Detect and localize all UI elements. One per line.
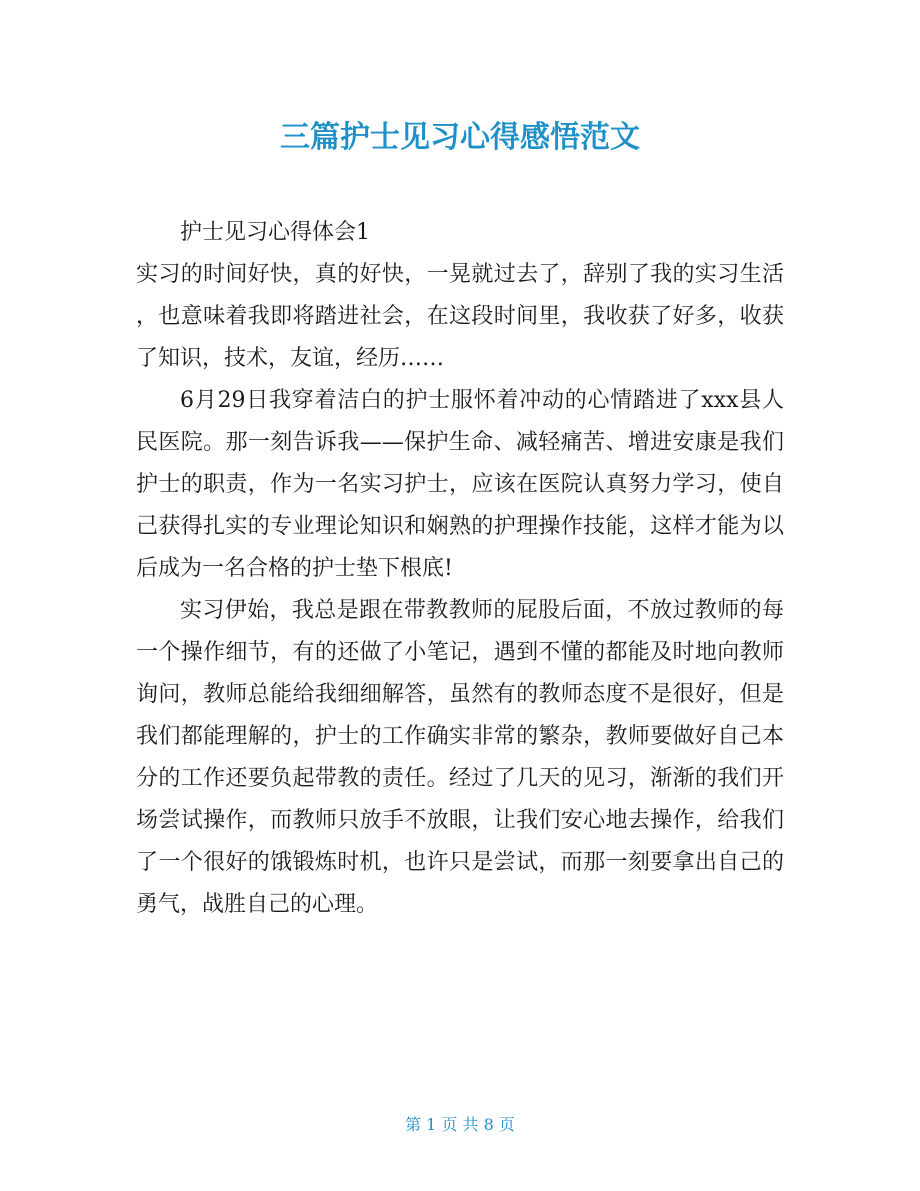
paragraph-1: 实习的时间好快，真的好快，一晃就过去了，辞别了我的实习生活，也意味着我即将踏进社会，在这段时间里，我收获了好多，收获了知识，技术，友谊，经历……	[136, 262, 784, 371]
page-footer: 第 1 页 共 8 页	[405, 1115, 515, 1134]
document-body	[136, 212, 784, 926]
paragraph-3: 实习伊始，我总是跟在带教教师的屁股后面，不放过教师的每一个操作细节，有的还做了小笔记，遇到不懂的都能及时地向教师询问，教师总能给我细细解答，虽然有的教师态度不是很好，但是我们都能理解的，护士的工作确实非常的繁杂，教师要做好自己本分的工作还要负起带教的责任。经过了几天的见习，渐渐的我们开场尝试操作，而教师只放手不放眼，让我们安心地去操作，给我们了一个很好的饿锻炼时机，也许只是尝试，而那一刻要拿出自己的勇气，战胜自己的心理。	[136, 598, 784, 917]
document-title: 三篇护士见习心得感悟范文	[280, 120, 640, 155]
section-heading: 护士见习心得体会1	[180, 220, 370, 245]
paragraph-2: 6月29日我穿着洁白的护士服怀着冲动的心情踏进了xxx县人民医院。那一刻告诉我——保护生命、减轻痛苦、增进安康是我们护士的职责，作为一名实习护士，应该在医院认真努力学习，使自己获得扎实的专业理论知识和娴熟的护理操作技能，这样才能为以后成为一名合格的护士垫下根底!	[136, 388, 784, 581]
